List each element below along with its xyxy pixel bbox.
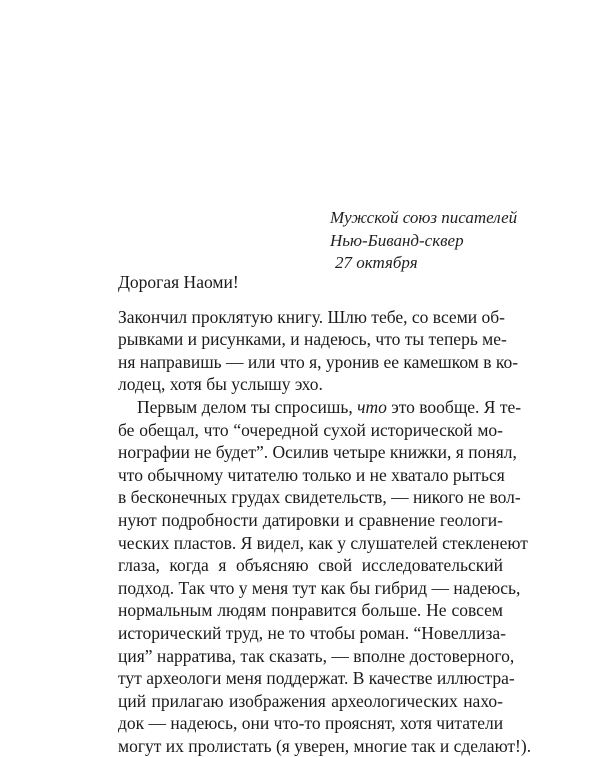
paragraph-line: что обычному читателю только и не хватало рыться xyxy=(118,464,505,485)
paragraph-line: бе обещал, что “очередной сухой исторической мо- xyxy=(118,419,503,440)
paragraph-line: лодец, хотя бы услышу эхо. xyxy=(118,374,323,395)
paragraph-line: нормальным людям понравится больше. Не совсем xyxy=(118,600,503,621)
paragraph-2 xyxy=(118,396,532,757)
text-run: это вообще. Я те- xyxy=(386,396,522,417)
text-run: Первым делом ты спросишь, xyxy=(137,396,358,417)
paragraph-line: исторический труд, не то чтобы роман. “Новеллиза- xyxy=(118,622,506,643)
letter-header xyxy=(330,207,590,275)
paragraph-line: Закончил проклятую книгу. Шлю тебе, со всеми об- xyxy=(118,306,505,327)
paragraph-line: нуют подробности датировки и сравнение геологи- xyxy=(118,509,503,530)
paragraph-line: док — надеюсь, они что-то прояснят, хотя читатели xyxy=(118,713,504,734)
header-date: 27 октября xyxy=(335,253,418,272)
emphasized-word: что xyxy=(357,396,387,417)
paragraph-line: ня направишь — или что я, уронив ее камешком в ко- xyxy=(118,351,519,372)
letter-greeting: Дорогая Наоми! xyxy=(118,272,239,292)
paragraph-line: подход. Так что у меня тут как бы гибрид — надеюсь, xyxy=(118,577,521,598)
letter-body xyxy=(118,271,532,757)
paragraph-line: рывками и рисунками, и надеюсь, что ты теперь ме- xyxy=(118,329,507,350)
header-organization: Мужской союз писателей xyxy=(330,208,518,227)
paragraph-line: глаза, когда я объясняю свой исследовательский xyxy=(118,555,503,576)
header-address: Нью-Биванд-сквер xyxy=(330,230,464,250)
paragraph-line: ция” нарратива, так сказать, — вполне достоверного, xyxy=(118,645,515,666)
paragraph-line: ческих пластов. Я видел, как у слушателей стекленеют xyxy=(118,532,528,553)
paragraph-line: могут их пролистать (я уверен, многие так и сделают!). xyxy=(118,735,532,756)
paragraph-line: нографии не будет”. Осилив четыре книжки, я понял, xyxy=(118,442,517,463)
paragraph-1 xyxy=(118,306,519,396)
paragraph-line: тут археологи меня поддержат. В качестве иллюстра- xyxy=(118,668,515,689)
paragraph-line: ций прилагаю изображения археологических нахо- xyxy=(118,690,503,711)
paragraph-line: в бесконечных грудах свидетельств, — никого не вол- xyxy=(118,487,521,508)
paragraph-first-line xyxy=(118,396,522,419)
